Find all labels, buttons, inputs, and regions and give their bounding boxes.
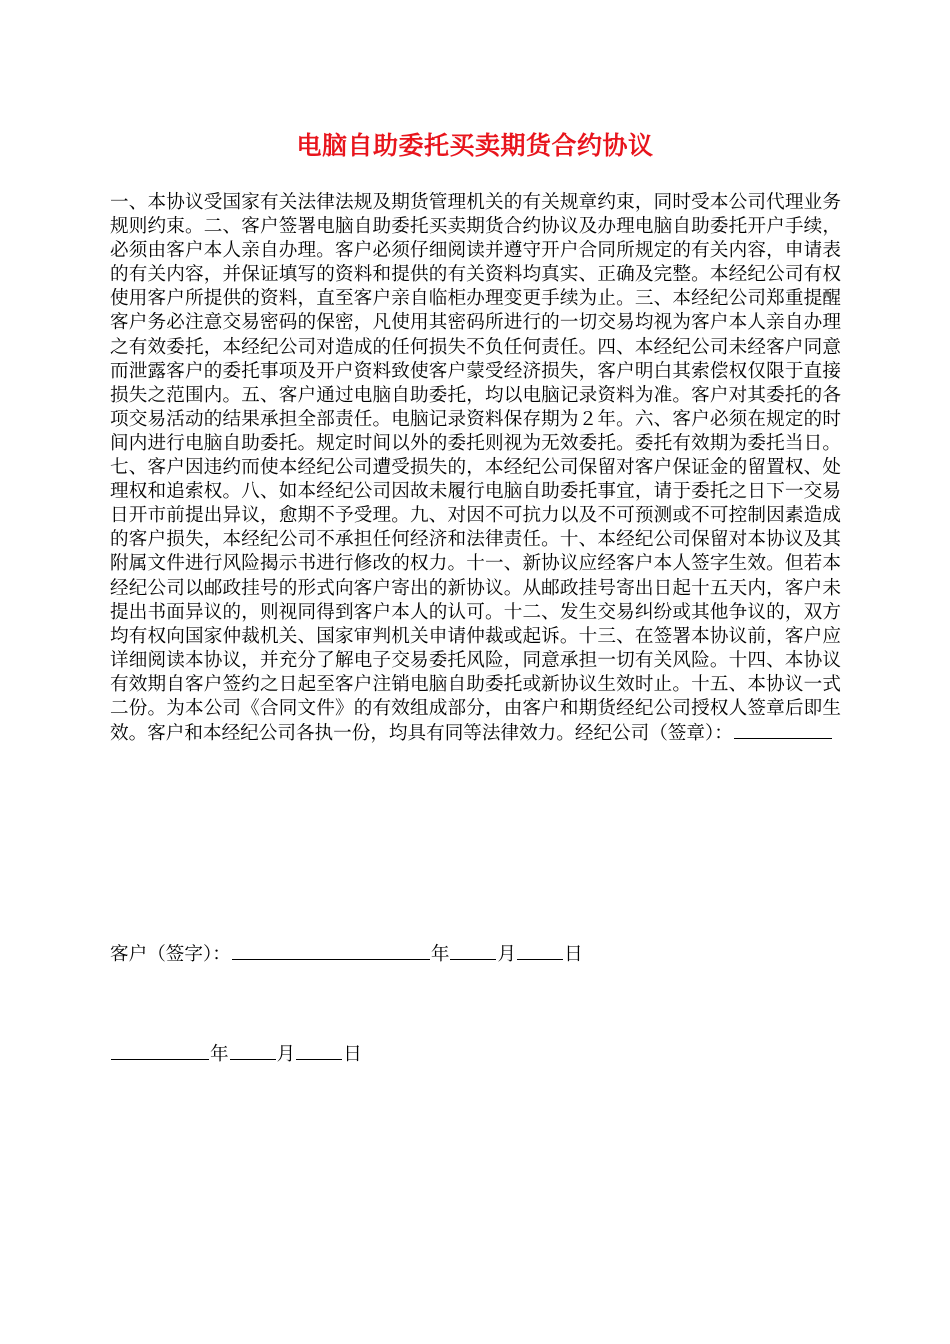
year-label: 年: [430, 944, 450, 965]
company-year-label: 年: [210, 1044, 229, 1065]
customer-signature-blank: [232, 942, 430, 960]
company-day-label: 日: [343, 1044, 362, 1065]
month-label: 月: [497, 944, 517, 965]
company-month-blank: [230, 1042, 276, 1060]
company-day-blank: [296, 1042, 342, 1060]
agreement-text: 一、本协议受国家有关法律法规及期货管理机关的有关规章约束，同时受本公司代理业务规则约束。二、客户签署电脑自助委托买卖期货合约协议及办理电脑自助委托开户手续，必须由客户本人亲自办理。客户必须仔细阅读并遵守开户合同所规定的有关内容，申请表的有关内容，并保证填写的资料和提供的有关资料均真实、正确及完整。本经纪公司有权使用客户所提供的资料，直至客户亲自临柜办理变更手续为止。三、本经纪公司郑重提醒客户务必注意交易密码的保密，凡使用其密码所进行的一切交易均视为客户本人亲自办理之有效委托，本经纪公司对造成的任何损失不负任何责任。四、本经纪公司未经客户同意而泄露客户的委托事项及开户资料致使客户蒙受经济损失，客户明白其索偿权仅限于直接损失之范围内。五、客户通过电脑自助委托，均以电脑记录资料为准。客户对其委托的各项交易活动的结果承担全部责任。电脑记录资料保存期为２年。六、客户必须在规定的时间内进行电脑自助委托。规定时间以外的委托则视为无效委托。委托有效期为委托当日。七、客户因违约而使本经纪公司遭受损失的，本经纪公司保留对客户保证金的留置权、处理权和追索权。八、如本经纪公司因故未履行电脑自助委托事宜，请于委托之日下一交易日开市前提出异议，愈期不予受理。九、对因不可抗力以及不可预测或不可控制因素造成的客户损失，本经纪公司不承担任何经济和法律责任。十、本经纪公司保留对本协议及其附属文件进行风险揭示书进行修改的权力。十一、新协议应经客户本人签字生效。但若本经纪公司以邮政挂号的形式向客户寄出的新协议。从邮政挂号寄出日起十五天内，客户未提出书面异议的，则视同得到客户本人的认可。十二、发生交易纠纷或其他争议的，双方均有权向国家仲裁机关、国家审判机关申请仲裁或起诉。十三、在签署本协议前，客户应详细阅读本协议，并充分了解电子交易委托风险，同意承担一切有关风险。十四、本协议有效期自客户签约之日起至客户注销电脑自助委托或新协议生效时止。十五、本协议一式二份。为本公司《合同文件》的有效组成部分，由客户和期货经纪公司授权人签章后即生效。客户和本经纪公司各执一份，均具有同等法律效力。经纪公司（签章）：: [110, 192, 841, 745]
day-label: 日: [564, 944, 583, 965]
customer-signature-line: [110, 942, 583, 967]
customer-signature-label: 客户（签字）：: [110, 944, 231, 965]
company-date-line: [110, 1042, 362, 1067]
company-signature-blank: [734, 721, 832, 739]
agreement-body: [110, 191, 841, 746]
day-blank: [517, 942, 563, 960]
company-month-label: 月: [276, 1044, 296, 1065]
company-year-blank: [111, 1042, 209, 1060]
document-title: 电脑自助委托买卖期货合约协议: [296, 131, 654, 160]
month-blank: [450, 942, 496, 960]
